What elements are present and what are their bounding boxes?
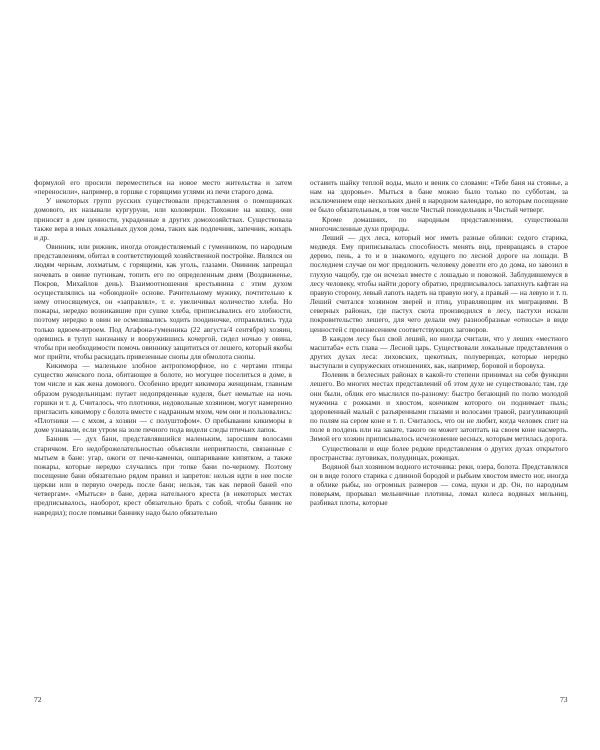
right-paragraph-5: Полевик в безлесных районах в какой-то степени принимал на себя функции лешего. Во многих местах представлений об этом духе не существовало; там, где они были, облик его мыслился по-разному: быстро бегающий по полю молодой мужчина с рожками и хвостом, кончиком которого он поднимает пыль; здоровенный малый с разъяренными глазами и волосами травой, разгуливающий по полям на сером коне и т. п. Считалось, что он не любит, когда человек спит на поле в полдень или на закате, такого он может затоптать на своем коне насмерть. Зимой его хозяин приписывалось исчезновение весных, которым метилась дорога. xyxy=(310,370,568,444)
left-page-column xyxy=(34,178,292,517)
right-paragraph-1: оставить шайку теплой воды, мыло и веник со словами: «Тебе баня на стоянье, а нам на здоровье». Мыться в бане можно было только по субботам, за исключением еще нескольких дней в народном календаре, по которым посещение ее было обязательным, в том числе Чистый понедельник и Чистый четверг. xyxy=(310,178,568,215)
right-paragraph-7: Водяной был хозяином водного источника: реки, озера, болота. Представлялся он в виде голого старика с длинной бородой и рыбьим хвостом вместо ног, иногда в облике рыбы, но огромных размеров — сома, щуки и др. Он, по народным поверьям, прорывал мельничные плотины, ломал колеса водяных мельниц, разбивал плоты, которые xyxy=(310,461,568,508)
right-paragraph-6: Существовали и еще более редкие представления о других духах открытого пространства: луговиках, полудницах, рожицах. xyxy=(310,443,568,462)
left-paragraph-2: У некоторых групп русских существовали представления о помощниках домового, их называли кургуруни, или коловерши. Похожие на кошку, они приносят в дом ценности, украденные в других домохозяйствах. Существовала также вера в иных локальных духов дома, таких как подпечник, запечник, жихарь и др. xyxy=(34,196,292,242)
left-paragraph-5: Банник — дух бани, представлявшийся маленьким, заросшим волосами старичком. Его недоброжелательностью объясняли неприятности, связанные с мытьем в бане: угар, ожоги от печи-каменки, ошпаривание кипятком, а также пожары, которые нередко случались при топке бани по-черному. Поэтому посещение бани обязательно рядом правил и запретов: нельзя идти в нее после церкви или в первую очередь после бани; нельзя, так как первой баней «по четвергам». «Мыться» в бане, держа нательного креста (в некоторых местах предписывалось, наоборот, крест обязательно брать с собой, чтобы банник не навредил); после помывки баннику надо было обязательно xyxy=(34,434,292,517)
left-paragraph-1: формулой его просили переместиться на новое место жительства и затем «переносили», например, в горшке с горящими углями из печи старого дома. xyxy=(34,178,292,197)
page-number-left: 72 xyxy=(34,695,42,704)
right-paragraph-2: Кроме домашних, по народным представлениям, существовали многочисленные духи природы. xyxy=(310,214,568,233)
right-paragraph-3: Леший — дух леса, который мог иметь разные облики: седого старика, медведя. Ему приписывалась способность менять вид, превращаясь в старое дерево, пень, а то и в знакомого, едущего по лесной дороге на лошади. В последнем случае он мог предложить человеку довезти его до дома, но завозил в глухую чащобу, где он исчезал вместе с лошадью и повозкой. Заблудившемуся в лесу человеку, чтобы найти дорогу обратно, предписывалось запахнуть кафтан на правую сторону, левый лапоть надеть на правую ногу, а правый — на левую и т. п. Леший считался хозяином зверей и птиц, управляющим их миграциями. В северных районах, где пастух скота производился в лесу, пастухи искали покровительство лешего, для чего делали ему разнообразные «относы» в виде ценностей с произнесением соответствующих заговоров. xyxy=(310,232,568,334)
left-paragraph-3: Овинник, или рижник, иногда отождествляемый с гуменником, по народным представлениям, обитал в соответствующей хозяйственной постройке. Являлся он людям черным, лохматым, с горящими, как уголь, глазами. Овинник запрещал ночевать в овине путникам, топить его по определенным дням (Воздвиженье, Покров, Михайлов день). Взаимоотношения крестьянина с этим духом осуществлялись на «обоюдной» основе. Рачительному мужику, почтительно к нему относящемуся, он «заправлял», т. е. увеличивал количество хлеба. Но пожары, нередко возникавшие при сушке хлеба, приписывались его злобности, поэтому нередко в овин не осмеливались ходить поодиночке, отправлялись туда только вдвоем-втроем. Под Агафона-гуменника (22 августа/4 сентября) хозяин, одевшись в тулуп наизнанку и вооружившись кочергой, сидел ночью у овина, чтобы при необходимости помочь овиннику защититься от лешего, который якобы мог прийти, чтобы раскидать привезенные снопы для обмолота снопы. xyxy=(34,242,292,361)
left-paragraph-4: Кикимора — маленькое злобное антропоморфное, но с чертами птицы существо женского пола, обитающее в болоте, но могущее поселиться в доме, в том числе и как жена домового. Особенно вредит кикимора женщинам, главным образом рукодельницам: путает недопряденные куделя, бьет немытые на ночь горшки и т. д. Считалось, что плотники, недовольные хозяином, могут намеренно пригласить кикимору с болота вместе с надранным мхом, чем они и пользовались: «Плотники — с мхом, а хозяин — с полуштофом». О пребывании кикиморы в доме узнавали, если утром на золе печного пода видели следы птичьих лапок. xyxy=(34,361,292,435)
page-number-right: 73 xyxy=(560,695,568,704)
right-paragraph-4: В каждом лесу был свой леший, но иногда считали, что у леших «местного масштаба» есть глава — Лесной царь. Существовали локальные представления о других духах леса: лиховских, щекотных, полуверицах, которые нередко выступали в супружеских отношениях, как, например, боровой и боровуха. xyxy=(310,333,568,371)
right-page-column xyxy=(310,178,568,508)
